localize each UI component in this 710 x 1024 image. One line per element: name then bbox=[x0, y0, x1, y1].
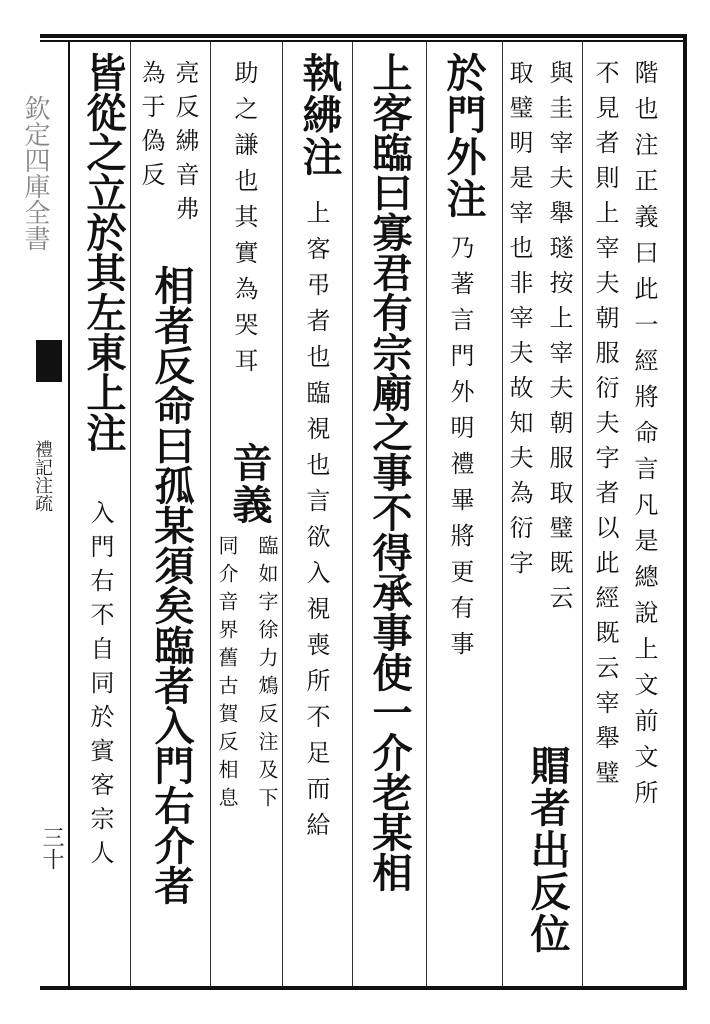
column-divider bbox=[130, 42, 131, 986]
left-border-rule bbox=[68, 40, 70, 988]
main-text-column: 執紼注 bbox=[296, 52, 343, 178]
fishtail-mark bbox=[36, 340, 62, 382]
main-text-column: 音義 bbox=[226, 442, 273, 526]
main-text-column: 於門外注 bbox=[440, 52, 487, 220]
main-text-column: 賵者出反位 bbox=[524, 745, 571, 955]
commentary-column: 臨如字徐力鴆反注及下 bbox=[255, 535, 279, 815]
column-divider bbox=[582, 42, 583, 986]
commentary-column: 為于偽反 bbox=[137, 60, 165, 196]
commentary-column: 不見者則上宰夫朝服衍夫字者以此經既云宰舉璧 bbox=[591, 60, 619, 795]
main-text-column: 皆從之立於其左東上注 bbox=[80, 52, 127, 452]
book-title: 欽定四庫全書 bbox=[20, 95, 50, 251]
column-divider bbox=[502, 42, 503, 986]
commentary-column: 入門右不自同於賓客宗人 bbox=[86, 500, 114, 874]
top-border-rule bbox=[40, 34, 685, 38]
top-border-inner-rule bbox=[40, 40, 685, 42]
section-title: 禮記注疏 bbox=[32, 440, 53, 512]
commentary-column: 同介音界舊古賀反相息 bbox=[215, 535, 239, 815]
page-margin bbox=[0, 40, 68, 990]
column-divider bbox=[210, 42, 211, 986]
main-text-column: 上客臨曰寡君有宗廟之事不得承事使一介老某相 bbox=[366, 52, 413, 892]
right-border-rule bbox=[683, 34, 687, 990]
commentary-column: 上客弔者也臨視也言欲入視喪所不足而給 bbox=[302, 200, 330, 848]
column-divider bbox=[352, 42, 353, 986]
commentary-column: 與圭宰夫舉璲按上宰夫朝服取璧既云 bbox=[545, 60, 573, 620]
bottom-border-rule bbox=[40, 986, 685, 990]
commentary-column: 亮反紼音弗 bbox=[171, 60, 199, 230]
commentary-column: 助之謙也其實為哭耳 bbox=[230, 60, 258, 384]
commentary-column: 取璧明是宰也非宰夫故知夫為衍字 bbox=[505, 60, 533, 585]
commentary-column: 乃著言門外明禮畢將更有事 bbox=[446, 235, 474, 667]
commentary-column: 階也注正義曰此一經將命言凡是總說上文前文所 bbox=[630, 60, 658, 816]
column-divider bbox=[282, 42, 283, 986]
column-divider bbox=[426, 42, 427, 986]
page-number: 三十 bbox=[39, 826, 64, 870]
main-text-column: 相者反命曰孤某須矣臨者入門右介者 bbox=[148, 265, 195, 905]
